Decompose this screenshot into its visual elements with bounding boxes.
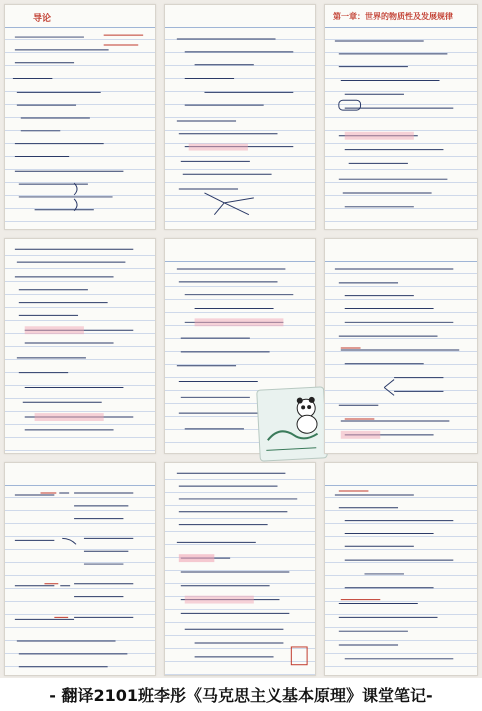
page-heading: 第一章：世界的物质性及发展规律: [333, 12, 453, 21]
panda-icon: [257, 387, 327, 460]
notebook-page-7: [4, 462, 156, 676]
collage-caption: - 翻译2101班李彤《马克思主义基本原理》课堂笔记-: [49, 686, 433, 705]
handwriting-ink: [165, 463, 315, 675]
notebook-page-1: [4, 4, 156, 230]
handwriting-ink: [325, 5, 477, 229]
handwriting-ink: [325, 239, 477, 453]
handwriting-ink: [165, 5, 315, 229]
notebook-page-8: [164, 462, 316, 676]
notebook-page-9: [324, 462, 478, 676]
handwriting-ink: [325, 463, 477, 675]
handwriting-ink: [5, 239, 155, 453]
notebook-page-3: [324, 4, 478, 230]
handwriting-ink: [5, 5, 155, 229]
notebook-page-2: [164, 4, 316, 230]
panda-sticker: [256, 386, 328, 461]
notebook-page-4: [4, 238, 156, 454]
page-heading: 导论: [33, 14, 52, 24]
handwriting-ink: [5, 463, 155, 675]
notebook-page-6: [324, 238, 478, 454]
